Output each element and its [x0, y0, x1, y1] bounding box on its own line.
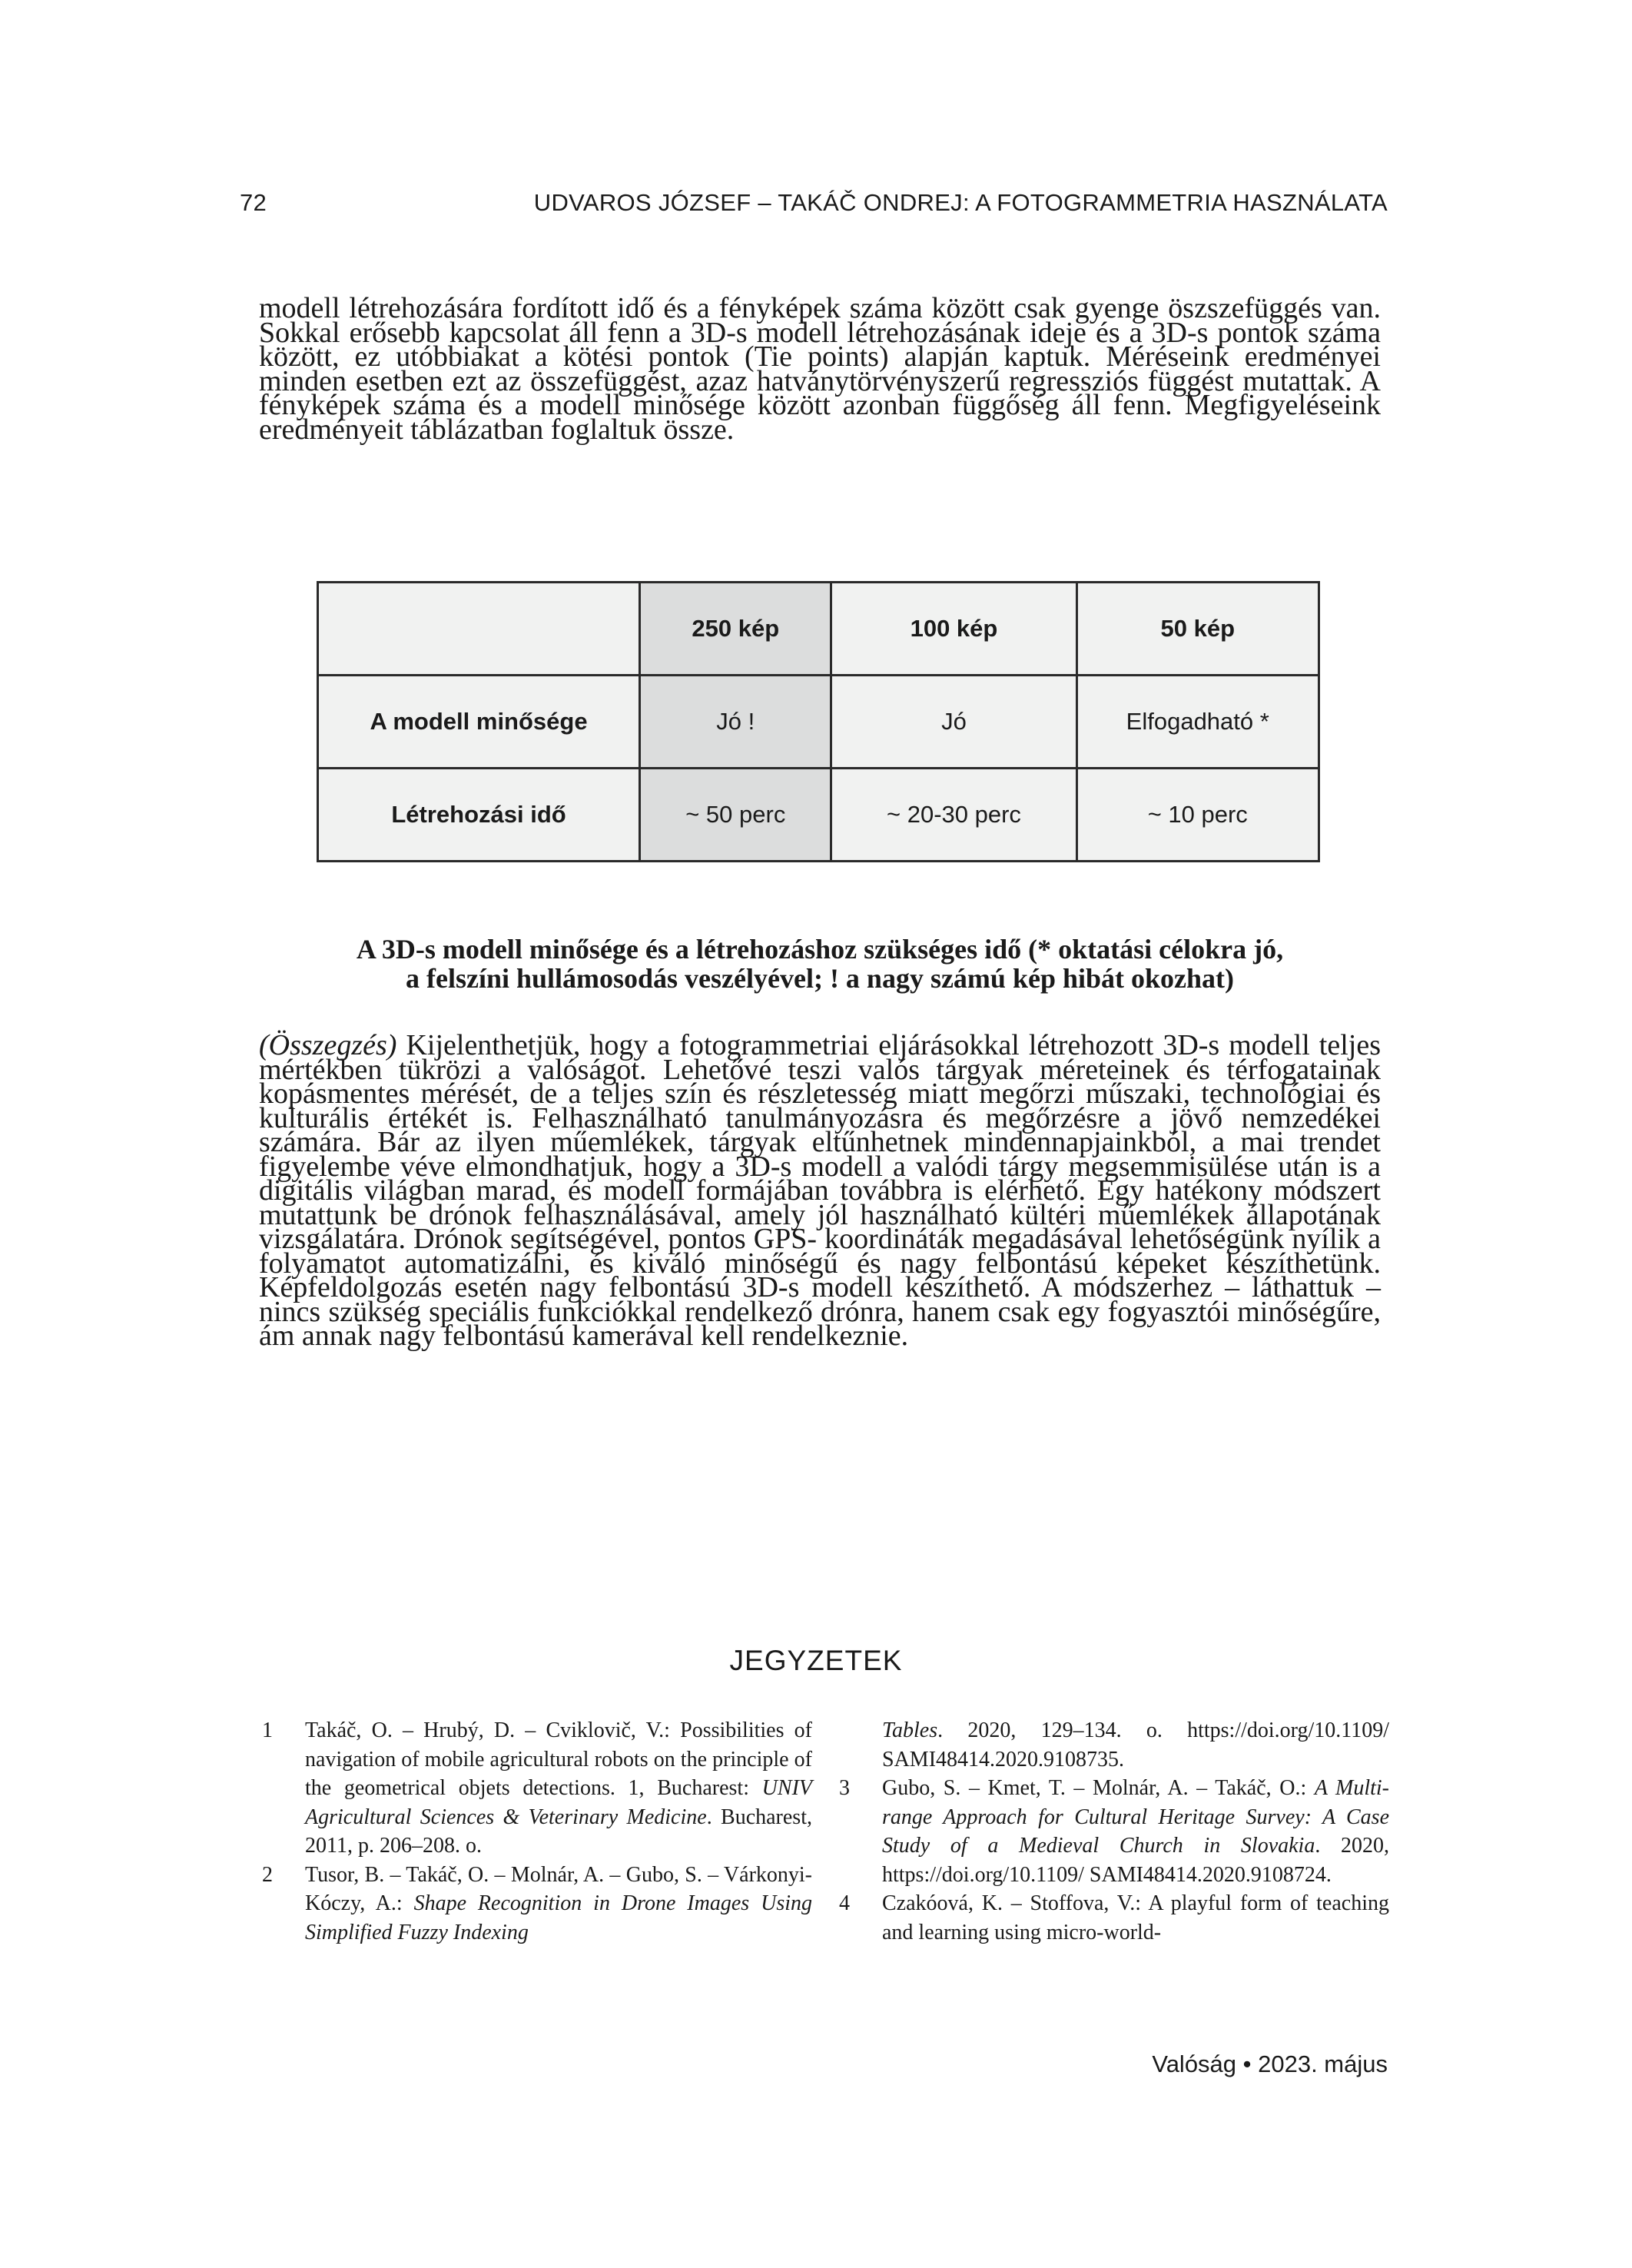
- table-header-cell: 50 kép: [1076, 583, 1319, 676]
- row-label: Létrehozási idő: [318, 769, 640, 862]
- note-item: [259, 1716, 812, 1861]
- note-number: 3: [839, 1776, 850, 1800]
- note-number: 2: [262, 1862, 273, 1887]
- summary-lead: (Összegzés): [259, 1029, 397, 1061]
- summary-text: Kijelenthetjük, hogy a fotogrammetriai eljárásokkal létrehozott 3D-s modell teljes mértékben tükrözi a valóságot. Lehetővé teszi valós tárgyak méreteinek és térfogatainak kopásmentes mérését, de a teljes szín és részletesség miatt megőrzi műszaki, technológiai és kulturális értékét is. Felhasználható tanulmányozásra és megőrzésre a jövő nemzedékei számára. Bár az ilyen műemlékek, tárgyak eltűnhetnek mindennapjainkból, a mai trendet figyelembe véve elmondhatjuk, hogy a 3D-s modell a valódi tárgy megsemmisülése után is a digitális világban marad, és modell formájában továbbra is elérhető. Egy hatékony módszert mutattunk be drónok felhasználásával, amely jól használható kültéri műemlékek állapotának vizsgálatára. Drónok segítségével, pontos GPS- koordináták megadásával lehetőségünk nyílik a folyamatot automatizálni, és kiváló minőségű és nagy felbontású képeket készíthetünk. Képfeldolgozás esetén nagy felbontású 3D-s modell készíthető. A módszerhez – láthattuk – nincs szükség speciális funkciókkal rendelkező drónra, hanem csak egy fogyasztói minőségűre, ám annak nagy felbontású kamerával kell rendelkeznie.: [259, 1029, 1381, 1352]
- note-item: [259, 1861, 812, 1948]
- note-item: [836, 1889, 1389, 1947]
- table-cell: ~ 50 perc: [640, 769, 831, 862]
- table-row: [318, 676, 1319, 769]
- note-text: Czakóová, K. – Stoffova, V.: A playful form of teaching and learning using micro-world-: [882, 1891, 1389, 1944]
- page-number: 72: [240, 189, 267, 216]
- intro-paragraph: [259, 292, 1381, 446]
- caption-line-1: A 3D-s modell minősége és a létrehozáshoz szükséges idő (* oktatási célokra jó,: [356, 934, 1284, 965]
- intro-text: modell létrehozására fordított idő és a fényképek száma között csak gyenge öszszefüggés van. Sokkal erősebb kapcsolat áll fenn a 3D-s modell létrehozásának ideje és a 3D-s pontok száma között, ez utóbbiakat a kötési pontok (Tie points) alapján kaptuk. Méréseink eredményei minden esetben ezt az összefüggést, azaz hatványtörvényszerű regressziós függést mutattak. A fényképek száma és a modell minősége között azonban függőség áll fenn. Megfigyeléseink eredményeit táblázatban foglaltuk össze.: [259, 292, 1381, 446]
- note-item-continued: [836, 1716, 1389, 1774]
- note-italic-title: Tables: [882, 1718, 938, 1742]
- row-label: A modell minősége: [318, 676, 640, 769]
- notes-heading: JEGYZETEK: [729, 1645, 903, 1676]
- note-text: . Bucharest, 2011, p. 206–208. o.: [305, 1805, 812, 1858]
- table-header-row: [318, 583, 1319, 676]
- note-number: 1: [262, 1718, 273, 1742]
- table-cell: ~ 20-30 perc: [831, 769, 1076, 862]
- table-cell: Jó !: [640, 676, 831, 769]
- note-italic-title: A Multi-range Approach for Cultural Heritage Survey: A Case Study of a Medieval Church in Slovakia: [882, 1776, 1389, 1858]
- notes-column-right: [836, 1716, 1389, 1947]
- caption-line-2: a felszíni hullámosodás veszélyével; ! a nagy számú kép hibát okozhat): [405, 963, 1234, 994]
- note-text: Gubo, S. – Kmet, T. – Molnár, A. – Takáč, O.:: [882, 1776, 1315, 1800]
- running-title: UDVAROS JÓZSEF – TAKÁČ ONDREJ: A FOTOGRAMMETRIA HASZNÁLATA: [533, 189, 1388, 216]
- note-italic-title: UNIV Agricultural Sciences & Veterinary Medicine: [305, 1776, 812, 1829]
- note-text: Takáč, O. – Hrubý, D. – Cviklovič, V.: Possibilities of navigation of mobile agricultural robots on the principle of the geometrical objets detections. 1, Bucharest:: [305, 1718, 812, 1800]
- note-link-text[interactable]: . 2020, https://doi.org/10.1109/ SAMI48414.2020.9108724.: [882, 1834, 1389, 1887]
- note-item: [836, 1774, 1389, 1889]
- note-number: 4: [839, 1891, 850, 1915]
- page-footer: Valóság • 2023. május: [1152, 2050, 1388, 2077]
- table-cell: Jó: [831, 676, 1076, 769]
- table-header-cell: [318, 583, 640, 676]
- notes-column-left: [259, 1716, 812, 1947]
- note-text: Tusor, B. – Takáč, O. – Molnár, A. – Gubo, S. – Várkonyi-Kóczy, A.:: [305, 1862, 812, 1915]
- table-cell: ~ 10 perc: [1076, 769, 1319, 862]
- table-header-cell: 250 kép: [640, 583, 831, 676]
- table-cell: Elfogadható *: [1076, 676, 1319, 769]
- table-caption: [259, 935, 1381, 993]
- table-header-cell: 100 kép: [831, 583, 1076, 676]
- note-italic-title: Shape Recognition in Drone Images Using Simplified Fuzzy Indexing: [305, 1891, 812, 1944]
- running-header: [240, 189, 1388, 220]
- results-table: [317, 581, 1320, 862]
- note-link-text[interactable]: . 2020, 129–134. o. https://doi.org/10.1109/ SAMI48414.2020.9108735.: [882, 1718, 1389, 1772]
- results-table-container: [317, 581, 1320, 862]
- summary-paragraph: [259, 1029, 1381, 1352]
- table-row: [318, 769, 1319, 862]
